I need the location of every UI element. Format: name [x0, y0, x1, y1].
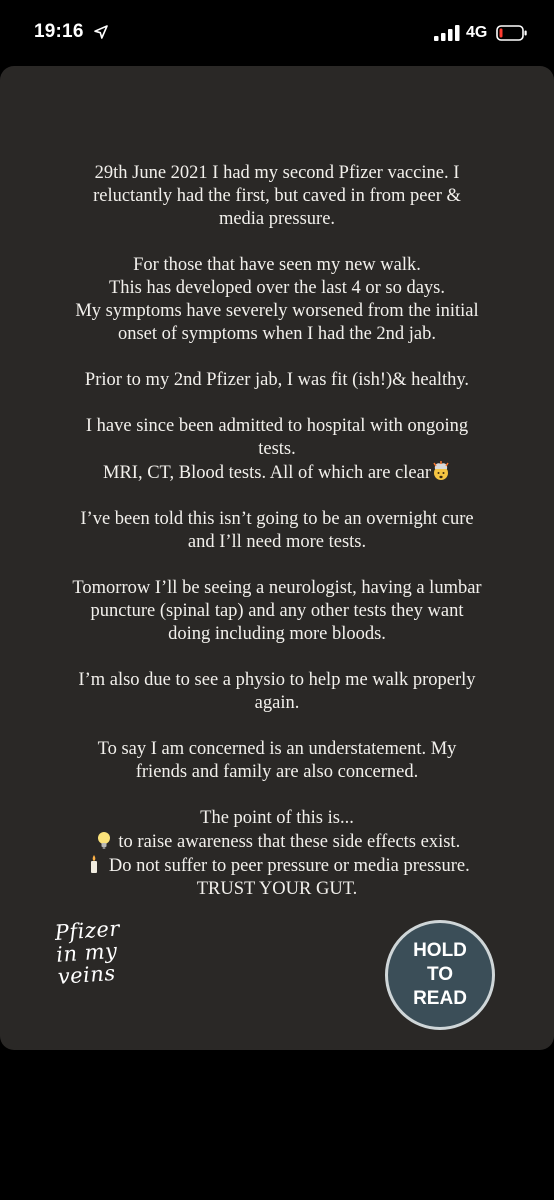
text-line: The point of this is...: [200, 808, 354, 828]
text-line: and I’ll need more tests.: [187, 532, 367, 552]
point-1-text: to raise awareness that these side effects exist.: [118, 832, 461, 852]
text-line: puncture (spinal tap) and any other tests they want: [90, 601, 464, 621]
paragraph-told: [32, 508, 522, 554]
network-type: 4G: [466, 24, 488, 41]
location-arrow-icon: [94, 25, 108, 39]
story-card[interactable]: [0, 66, 554, 1050]
text-line: Tomorrow I’ll be seeing a neurologist, having a lumbar: [72, 578, 482, 598]
text-line: media pressure.: [218, 209, 336, 229]
hold-to-read-sticker[interactable]: [385, 920, 495, 1030]
candle-icon: [84, 854, 104, 874]
text-line: Prior to my 2nd Pfizer jab, I was fit (ish!)& healthy.: [84, 370, 470, 390]
hold-label: HOLD: [413, 940, 467, 961]
paragraph-concerned: [32, 738, 522, 784]
closing-text: TRUST YOUR GUT.: [196, 879, 358, 899]
cellular-signal-icon: [434, 25, 462, 41]
text-line: I have since been admitted to hospital with ongoing: [85, 416, 469, 436]
text-line: To say I am concerned is an understatement. My: [97, 739, 457, 759]
paragraph-hospital: [32, 415, 522, 485]
text-line: reluctantly had the first, but caved in from peer &: [93, 186, 461, 206]
story-text: [32, 162, 522, 901]
status-time: 19:16: [34, 21, 84, 42]
battery-icon: [496, 24, 528, 42]
text-line: This has developed over the last 4 or so days.: [108, 278, 445, 298]
pfizer-in-my-veins-sticker: [54, 914, 168, 988]
paragraph-walk: [32, 254, 522, 346]
text-line: I’ve been told this isn’t going to be an overnight cure: [80, 509, 474, 529]
sticker-line: in my: [55, 938, 119, 967]
exploding-head-icon: [431, 461, 451, 481]
text-line-point-2: [32, 854, 522, 878]
point-2-text: Do not suffer to peer pressure or media pressure.: [108, 856, 470, 876]
text-line: friends and family are also concerned.: [135, 762, 419, 782]
paragraph-point: [32, 807, 522, 901]
sticker-line: Pfizer: [53, 916, 121, 945]
text-line: onset of symptoms when I had the 2nd jab.: [117, 324, 437, 344]
paragraph-tomorrow: [32, 577, 522, 646]
paragraph-physio: [32, 669, 522, 715]
text-line: I’m also due to see a physio to help me walk properly: [78, 670, 476, 690]
paragraph-prior: [32, 369, 522, 392]
read-label: READ: [413, 988, 467, 1009]
text-line: 29th June 2021 I had my second Pfizer vaccine. I: [94, 163, 460, 183]
text-line-tests: [32, 461, 522, 485]
paragraph-vaccine: [32, 162, 522, 231]
text-line: again.: [254, 693, 300, 713]
status-bar: [0, 0, 554, 66]
lightbulb-icon: [94, 830, 114, 850]
text-line: For those that have seen my new walk.: [133, 255, 421, 275]
text-line-point-1: [32, 830, 522, 854]
text-line: My symptoms have severely worsened from the initial: [75, 301, 479, 321]
text-line: doing including more bloods.: [168, 624, 386, 644]
tests-text: MRI, CT, Blood tests. All of which are clear: [103, 463, 431, 483]
to-label: TO: [426, 964, 454, 985]
sticker-line: veins: [56, 960, 117, 989]
text-line: tests.: [258, 439, 296, 459]
